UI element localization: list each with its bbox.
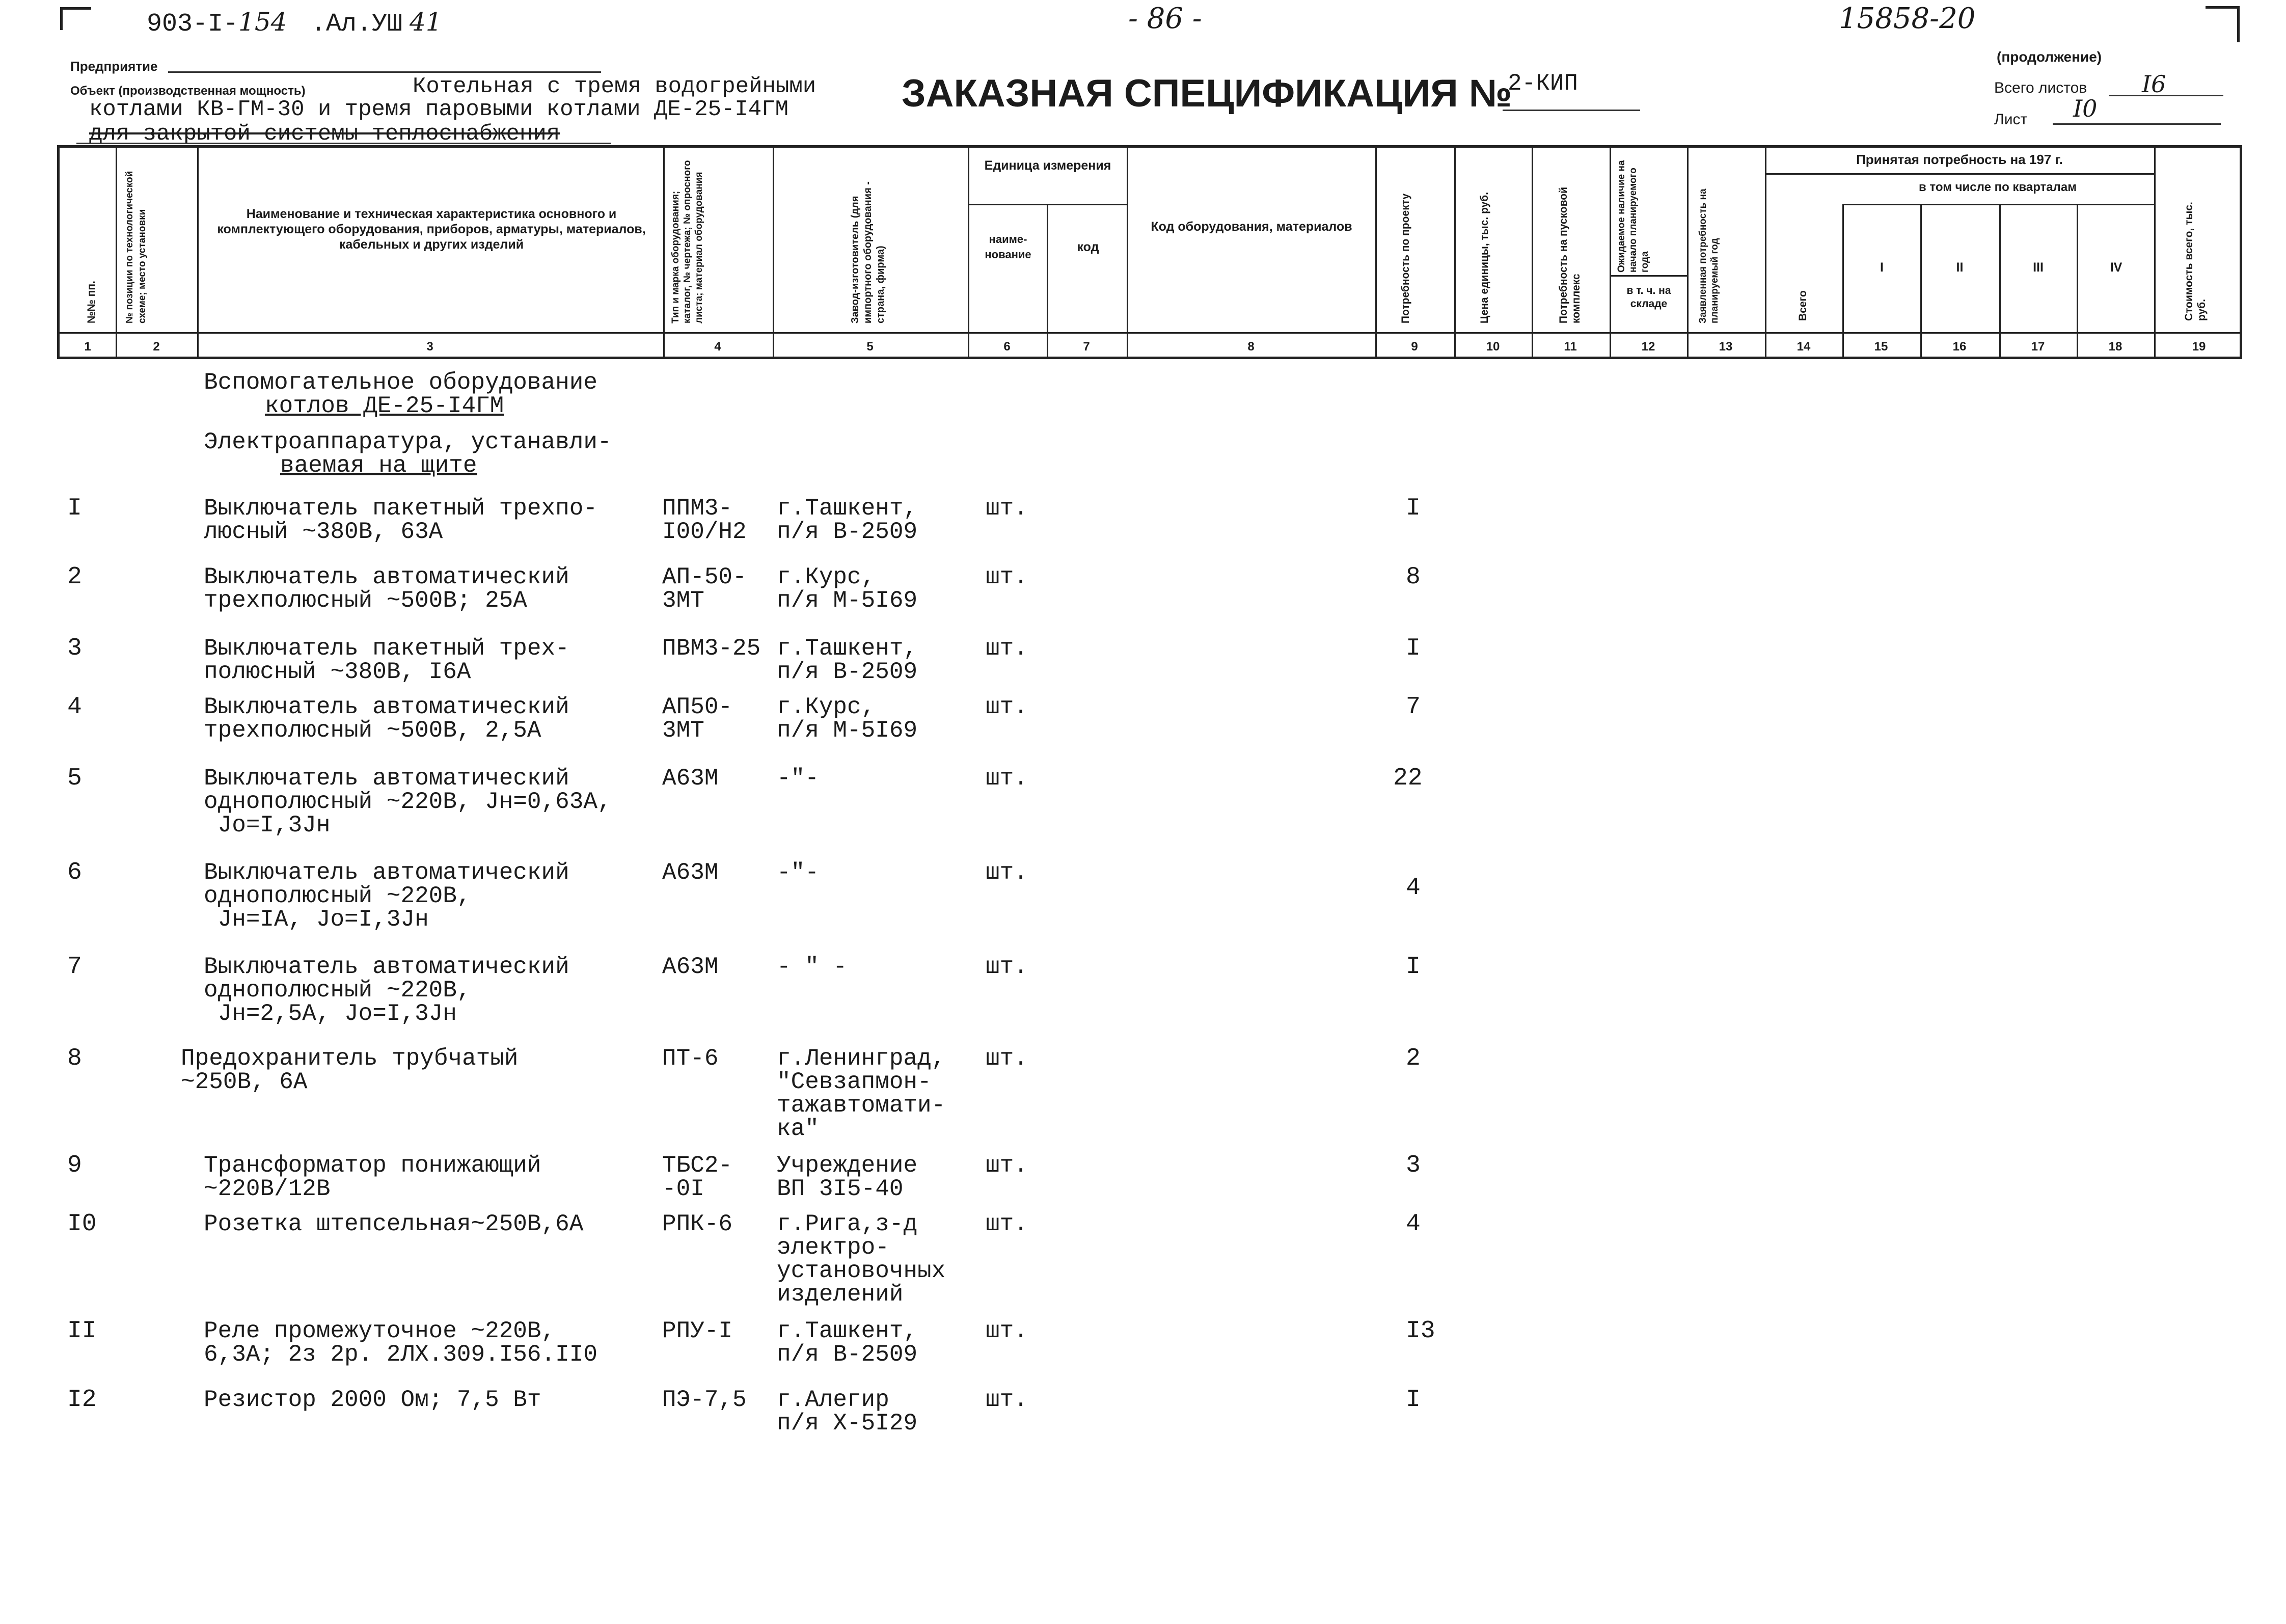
continuation-label: (продолжение) <box>1997 49 2102 65</box>
row-number: I2 <box>67 1386 97 1414</box>
row-quantity: I <box>1406 1386 1421 1414</box>
row-unit: шт. <box>986 495 1028 522</box>
col-header-declared: Заявленная потребность на планируемый год <box>1698 188 1720 323</box>
col-number: 14 <box>1797 340 1811 354</box>
row-quantity: 4 <box>1406 1210 1421 1238</box>
row-unit: шт. <box>986 1211 1028 1237</box>
corner-mark-left <box>60 7 91 30</box>
row-maker: Учреждение ВП 3I5-40 <box>777 1152 918 1202</box>
col-header-type: Тип и марка оборудования; каталог, № чертежа; № опросного листа; материал оборудования <box>670 160 704 323</box>
row-unit: шт. <box>986 1045 1028 1072</box>
document-title: ЗАКАЗНАЯ СПЕЦИФИКАЦИЯ № <box>902 72 1512 115</box>
row-name: Реле промежуточное ~220В, 6,3А; 2з 2р. 2ЛХ.309.I56.II0 <box>204 1318 597 1368</box>
row-type: ТБС2- -0I <box>662 1152 733 1202</box>
col-number: 16 <box>1952 340 1967 354</box>
col-number: 19 <box>2192 340 2206 354</box>
col-header-maker: Завод-изготовитель (для импортного оборудования - страна, фирма) <box>850 181 886 323</box>
row-number: 3 <box>67 635 82 662</box>
col-header-equipment-code: Код оборудования, материалов <box>1151 220 1352 234</box>
enterprise-underline <box>168 71 601 73</box>
spec-number-underline <box>1503 110 1640 111</box>
row-unit: шт. <box>986 765 1028 792</box>
album-code-handwritten: 41 <box>409 7 442 37</box>
col-header-q4: IV <box>2110 260 2122 275</box>
row-type: А63М <box>662 859 719 886</box>
row-maker: г.Курс, п/я М-5I69 <box>777 694 918 744</box>
row-maker: -"- <box>777 765 819 792</box>
col-number: 8 <box>1247 340 1255 354</box>
object-line-3: для закрытой системы теплоснабжения <box>89 121 560 147</box>
col-number: 17 <box>2031 340 2045 354</box>
row-type: А63М <box>662 954 719 980</box>
row-maker: г.Ташкент, п/я В-2509 <box>777 495 918 545</box>
album-code <box>311 7 442 39</box>
col-number: 15 <box>1874 340 1888 354</box>
row-type: РПУ-I <box>662 1318 733 1344</box>
row-unit: шт. <box>986 564 1028 590</box>
row-maker: г.Ташкент, п/я В-2509 <box>777 1318 918 1368</box>
row-unit: шт. <box>986 859 1028 886</box>
row-number: 4 <box>67 693 82 721</box>
row-name: Выключатель автоматический однополюсный ~220В, Jн=0,63А, Jо=I,3Jн <box>204 765 612 838</box>
total-sheets-label: Всего листов <box>1994 79 2087 96</box>
row-unit: шт. <box>986 1152 1028 1179</box>
row-name: Выключатель автоматический однополюсный ~220В, Jн=2,5А, Jо=I,3Jн <box>204 954 569 1027</box>
col-number: 2 <box>153 340 160 354</box>
row-quantity: 8 <box>1406 563 1421 591</box>
spec-number: 2-КИП <box>1508 70 1579 97</box>
section-heading-line: Вспомогательное оборудование <box>204 369 597 396</box>
specification-table-header <box>57 145 2242 359</box>
col-header-unit-name: наиме- нование <box>985 233 1031 261</box>
row-name: Трансформатор понижающий ~220В/12В <box>204 1152 541 1202</box>
document-number: 15858-20 <box>1839 2 1976 35</box>
row-quantity: I <box>1406 635 1421 662</box>
section-heading-auxiliary <box>204 371 597 418</box>
col-number: 9 <box>1411 340 1418 354</box>
row-unit: шт. <box>986 694 1028 720</box>
row-number: I0 <box>67 1210 97 1238</box>
row-name: Выключатель автоматический трехполюсный ~500В; 25А <box>204 564 569 614</box>
col-header-q1: I <box>1880 260 1884 275</box>
col-number: 3 <box>426 340 433 354</box>
object-underline <box>76 143 611 144</box>
section-heading-electrical <box>204 430 612 477</box>
row-maker: г.Алегир п/я Х-5I29 <box>777 1387 918 1437</box>
col-header-unit-code: код <box>1077 240 1099 254</box>
row-type: АП50- 3МТ <box>662 694 733 744</box>
total-sheets-value: I6 <box>2142 70 2166 98</box>
object-line-2: котлами КВ-ГМ-30 и тремя паровыми котлами ДЕ-25-I4ГМ <box>89 97 789 122</box>
row-quantity: 3 <box>1406 1152 1421 1179</box>
col-number: 10 <box>1486 340 1500 354</box>
col-header-quarters-group: в том числе по кварталам <box>1918 180 2077 194</box>
col-number: 18 <box>2108 340 2122 354</box>
row-maker: г.Курс, п/я М-5I69 <box>777 564 918 614</box>
row-number: 5 <box>67 765 82 792</box>
col-number: 11 <box>1564 340 1577 354</box>
row-type: ПЭ-7,5 <box>662 1387 747 1413</box>
series-code-handwritten: 154 <box>238 7 287 37</box>
enterprise-label: Предприятие <box>70 59 158 74</box>
row-type: РПК-6 <box>662 1211 733 1237</box>
row-quantity: 2 <box>1406 1045 1421 1072</box>
row-name: Выключатель автоматический трехполюсный ~500В, 2,5А <box>204 694 569 744</box>
row-maker: г.Рига,з-д электро- установочных изделений <box>777 1211 946 1308</box>
row-unit: шт. <box>986 1318 1028 1344</box>
row-name: Выключатель автоматический однополюсный ~220В, Jн=IА, Jо=I,3Jн <box>204 859 569 933</box>
row-name: Выключатель пакетный трех- полюсный ~380В, I6А <box>204 635 569 685</box>
row-type: ПВМ3-25 <box>662 635 761 662</box>
row-number: 9 <box>67 1152 82 1179</box>
sheet-label: Лист <box>1994 111 2028 128</box>
col-number: 5 <box>866 340 874 354</box>
series-code-printed: 903-I- <box>147 10 239 39</box>
row-number: 7 <box>67 953 82 981</box>
col-number: 6 <box>1003 340 1011 354</box>
section-heading-line: ваемая на щите <box>280 452 477 479</box>
row-number: I <box>67 495 82 522</box>
row-number: 8 <box>67 1045 82 1072</box>
row-number: II <box>67 1317 97 1345</box>
row-name: Выключатель пакетный трехпо- люсный ~380В, 63А <box>204 495 597 545</box>
row-quantity: 4 <box>1406 874 1421 902</box>
row-type: АП-50- 3МТ <box>662 564 747 614</box>
sheet-underline <box>2053 123 2221 125</box>
object-label: Объект (производственная мощность) <box>70 84 306 98</box>
row-unit: шт. <box>986 954 1028 980</box>
col-header-unit-group: Единица измерения <box>984 158 1111 173</box>
col-header-position: № позиции по технологической схеме; место установки <box>124 171 148 323</box>
row-number: 2 <box>67 563 82 591</box>
total-sheets-underline <box>2109 95 2223 96</box>
sheet-value: I0 <box>2073 95 2098 122</box>
row-number: 6 <box>67 859 82 886</box>
series-code <box>147 7 287 39</box>
col-header-accepted-group: Принятая потребность на 197 г. <box>1856 152 2063 167</box>
row-type: ППМ3- I00/Н2 <box>662 495 747 545</box>
row-type: А63М <box>662 765 719 792</box>
section-heading-line: котлов ДЕ-25-I4ГМ <box>265 393 504 419</box>
row-maker: г.Ленинград, "Севзапмон- тажавтомати- ка" <box>777 1045 946 1142</box>
object-line-1: Котельная с тремя водогрейными <box>413 74 817 99</box>
row-maker: г.Ташкент, п/я В-2509 <box>777 635 918 685</box>
col-header-q2: II <box>1956 260 1964 275</box>
section-heading-line: Электроаппаратура, устанавли- <box>204 429 612 455</box>
row-type: ПТ-6 <box>662 1045 719 1072</box>
col-number: 13 <box>1719 340 1733 354</box>
col-number: 1 <box>84 340 91 354</box>
row-quantity: 22 <box>1393 765 1423 792</box>
corner-mark-right <box>2206 6 2240 42</box>
col-header-total: Всего <box>1797 290 1809 321</box>
page-number: - 86 - <box>1128 2 1202 35</box>
col-header-expected: Ожидаемое наличие на начало планируемого года <box>1616 160 1650 273</box>
col-header-q3: III <box>2033 260 2044 275</box>
col-header-demand: Потребность по проекту <box>1400 193 1411 323</box>
col-number: 7 <box>1083 340 1090 354</box>
album-code-printed: .Ал.УШ <box>311 10 403 39</box>
row-maker: -"- <box>777 859 819 886</box>
row-unit: шт. <box>986 1387 1028 1413</box>
row-quantity: 7 <box>1406 693 1421 721</box>
row-quantity: I <box>1406 953 1421 981</box>
row-quantity: I3 <box>1406 1317 1435 1345</box>
col-header-startup: Потребность на пусковой комплекс <box>1558 187 1582 323</box>
col-header-price: Цена единицы, тыс. руб. <box>1479 192 1490 323</box>
row-maker: - " - <box>777 954 848 980</box>
row-name: Предохранитель трубчатый ~250В, 6А <box>181 1045 519 1095</box>
col-header-number: №№ пп. <box>86 281 97 323</box>
col-number: 4 <box>714 340 721 354</box>
col-header-name: Наименование и техническая характеристика основного и комплектующего оборудования, приборов, арматуры, материалов, кабельных и других изделий <box>217 207 646 252</box>
row-unit: шт. <box>986 635 1028 662</box>
row-name: Розетка штепсельная~250В,6А <box>204 1211 584 1237</box>
row-name: Резистор 2000 Ом; 7,5 Вт <box>204 1387 541 1413</box>
col-header-in-stock: в т. ч. на складе <box>1626 285 1671 310</box>
col-number: 12 <box>1641 340 1655 354</box>
row-quantity: I <box>1406 495 1421 522</box>
col-header-cost: Стоимость всего, тыс. руб. <box>2183 202 2208 321</box>
